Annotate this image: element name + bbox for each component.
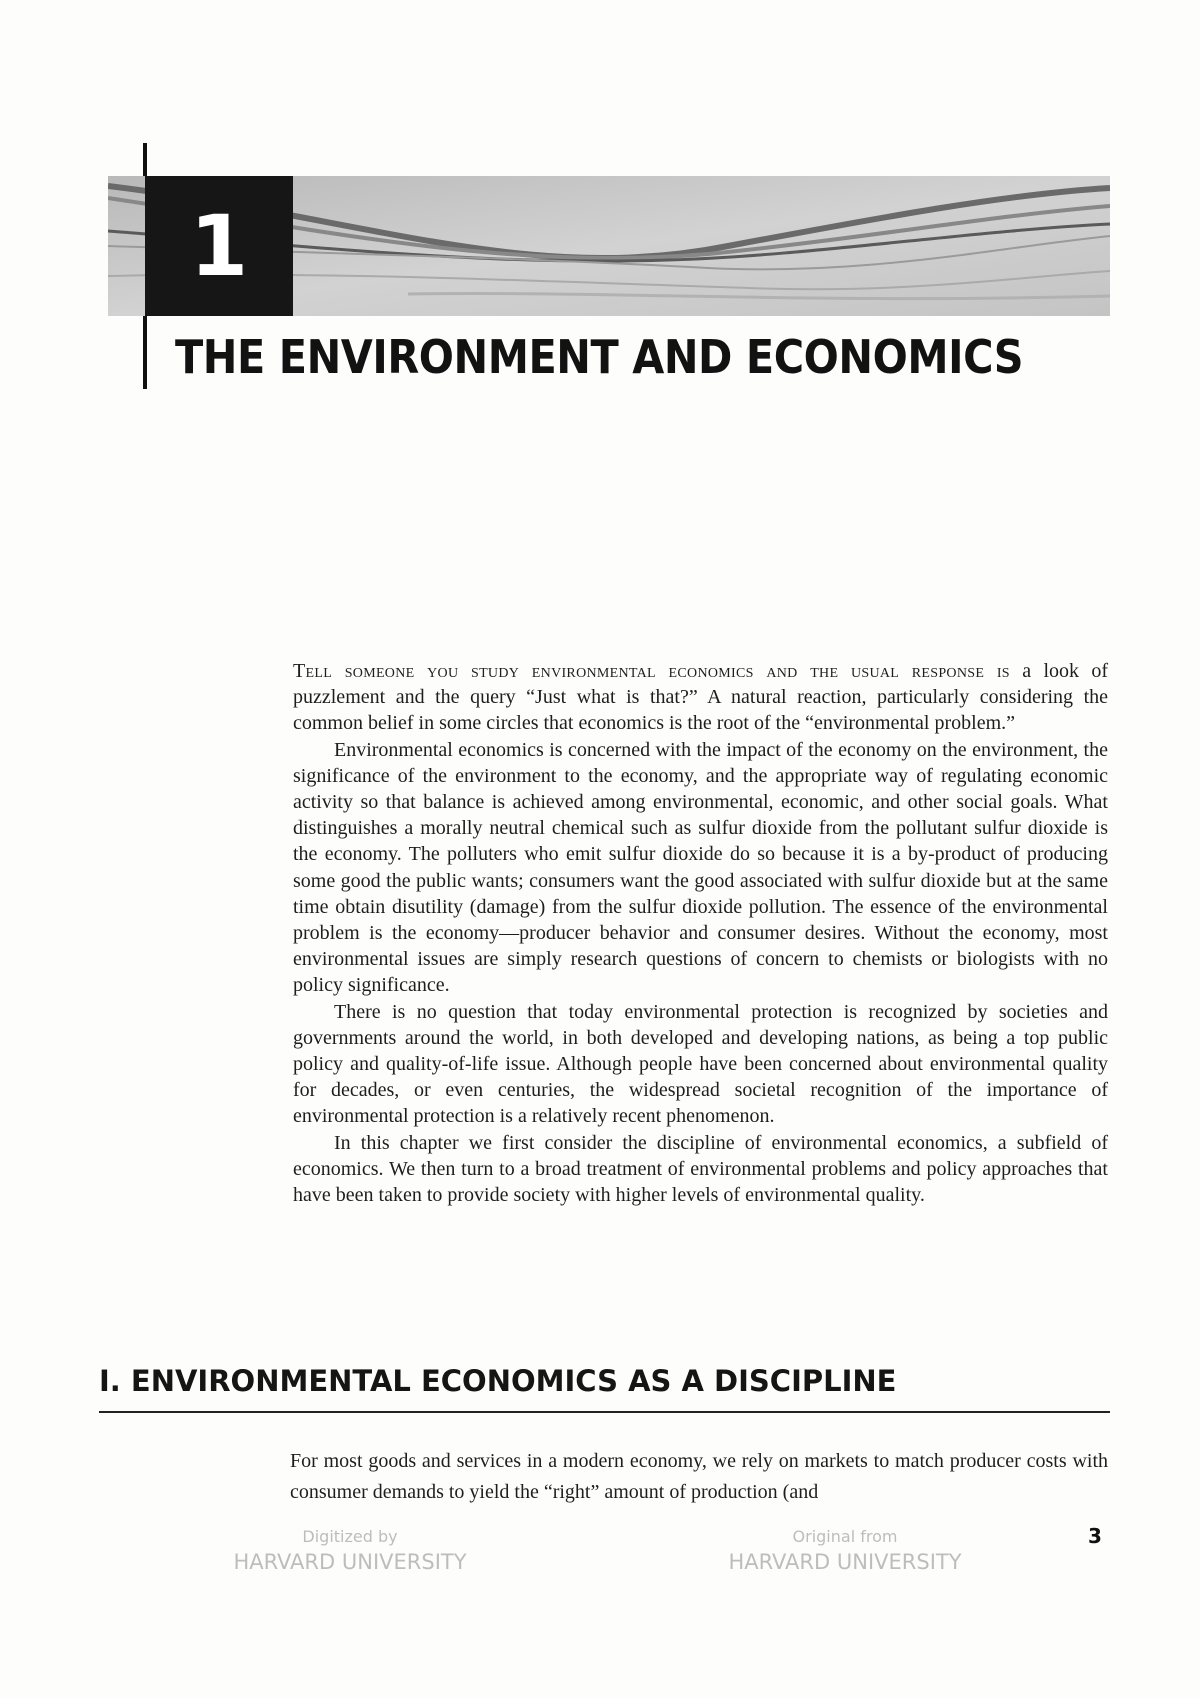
original-from-institution: HARVARD UNIVERSITY xyxy=(728,1550,962,1574)
chapter-number: 1 xyxy=(145,176,293,316)
section-paragraph-1: For most goods and services in a modern economy, we rely on markets to match producer costs with consumer demands to yield the “right” amount of production (and xyxy=(290,1450,1108,1503)
intro-paragraph-3: There is no question that today environmental protection is recognized by societies and governments around the world, in both developed and developing nations, as being a top public policy and quality-of-life issue. Although people have been concerned about environmental quality for decades, or even centuries, the widespread societal recognition of the importance of environmental protection is a relatively recent phenomenon. xyxy=(293,1000,1108,1128)
digitized-by-institution: HARVARD UNIVERSITY xyxy=(233,1550,467,1574)
section-heading: I. ENVIRONMENTAL ECONOMICS AS A DISCIPLINE xyxy=(99,1364,897,1398)
section-divider xyxy=(99,1411,1110,1413)
original-from-label: Original from xyxy=(792,1527,898,1546)
intro-paragraph-1-rest: a look of puzzlement and the query “Just what is that?” A natural reaction, particularly considering the common belief in some circles that economics is the root of the “environmental problem.” xyxy=(293,660,1109,735)
section-body xyxy=(290,1446,1108,1508)
intro-paragraph-2: Environmental economics is concerned with the impact of the economy on the environment, the significance of the environment to the economy, and the appropriate way of regulating economic activity so that balance is achieved among environmental, economic, and other social goals. What distinguishes a morally neutral chemical such as sulfur dioxide from the pollutant sulfur dioxide is the economy. The polluters who emit sulfur dioxide do so because it is a by-product of producing some good the public wants; consumers want the good associated with sulfur dioxide but at the same time obtain disutility (damage) from the sulfur dioxide pollution. The essence of the environmental problem is the economy—producer behavior and consumer desires. Without the economy, most environmental issues are simply research questions of concern to chemists or biologists with no policy significance. xyxy=(293,738,1108,997)
digitized-by-label: Digitized by xyxy=(302,1527,398,1546)
intro-text xyxy=(293,658,1108,1208)
digitized-by-watermark xyxy=(220,1526,480,1576)
chapter-title: THE ENVIRONMENT AND ECONOMICS xyxy=(175,330,1024,384)
intro-paragraph-4: In this chapter we first consider the discipline of environmental economics, a subfield of economics. We then turn to a broad treatment of environmental problems and policy approaches that have been taken to provide society with higher levels of environmental quality. xyxy=(293,1131,1108,1207)
intro-lead-smallcaps: Tell someone you study environmental economics and the usual response is xyxy=(293,660,1010,682)
intro-paragraph-1 xyxy=(293,658,1108,737)
original-from-watermark xyxy=(715,1526,975,1576)
page-number: 3 xyxy=(1088,1524,1102,1548)
